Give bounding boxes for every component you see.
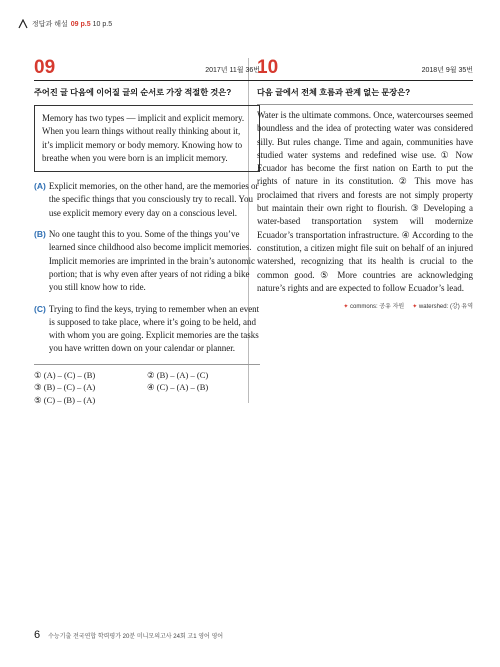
question-number: 09: [34, 57, 56, 78]
page-ref-10: 10 p.5: [92, 20, 113, 28]
paragraph-text: No one taught this to you. Some of the things you’ve learned since childhood also become implicit memories. Implicit memories are imprinted in the brain’s autonomic portion; that is why even after years of not riding a bike you still know how to ride.: [48, 229, 256, 293]
vocab-item: ✦ commons: 공유 자원: [343, 304, 405, 311]
question-09-header: [34, 58, 260, 81]
page-ref-09: 09 p.5: [70, 20, 91, 28]
question-prompt: 다음 글에서 전체 흐름과 관계 없는 문장은?: [257, 88, 411, 97]
choice-2[interactable]: ② (B) – (A) – (C): [147, 369, 209, 380]
paragraph-label: (A): [34, 181, 46, 192]
paragraph-label: (C): [34, 303, 46, 314]
question-10: [257, 58, 473, 310]
question-09: [34, 58, 260, 406]
reading-passage: Water is the ultimate commons. Once, watercourses seemed boundless and the idea of protecting water was considered silly. But rules change. Time and again, communities have studied water systems and redefined wise use. ① Now Ecuador has become the first nation on Earth to put the rights of nature in its constitution. ② This move has proclaimed that rivers and forests are not simply property but maintain their own right to flourish. ③ Developing a water-based transportation system will modernize Ecuador’s transportation infrastructure. ④ According to the constitution, a citizen might file suit on behalf of an injured watershed, recognizing that its health is crucial to the common good. ⑤ More countries are acknowledging nature’s rights and are expected to follow Ecuador’s lead.: [257, 104, 473, 295]
question-source: 2018년 9월 35번: [421, 67, 473, 74]
choices-divider: [34, 364, 260, 365]
given-text-box: Memory has two types — implicit and explicit memory. When you learn things without really thinking about it, it’s implicit memory or body memory. Knowing how to breathe when you were born is an implicit memory.: [34, 105, 260, 172]
footer-text: 수능기출 전국연합 학력평가 20분 미니모의고사 24회 고1 영어 영어: [48, 633, 224, 640]
paragraph-c: [34, 303, 260, 356]
page-header: [18, 16, 112, 32]
page-footer: [34, 629, 223, 641]
choice-3[interactable]: ③ (B) – (C) – (A): [34, 382, 96, 393]
paragraph-a: [34, 180, 260, 220]
vocab-item: ✦ watershed: (강) 유역: [412, 304, 473, 311]
paragraph-text: Trying to find the keys, trying to remember when an event is supposed to take place, where it’s going to be held, and with whom you are going. Explicit memories are the tasks you have written down on your calendar or planner.: [48, 303, 260, 354]
paragraph-text: Explicit memories, on the other hand, are the memories or the specific things that you consciously try to recall. You use explicit memory every day on a conscious level.: [48, 181, 259, 218]
question-prompt: 주어진 글 다음에 이어질 글의 순서로 가장 적절한 것은?: [34, 88, 232, 97]
choice-4[interactable]: ④ (C) – (A) – (B): [147, 382, 209, 393]
paragraph-label: (B): [34, 229, 46, 240]
vocabulary-notes: [257, 301, 473, 310]
answer-label: 정답과 해설: [32, 21, 68, 28]
question-number: 10: [257, 57, 279, 78]
paragraph-b: [34, 228, 260, 294]
question-10-header: [257, 58, 473, 81]
question-source: 2017년 11월 36번: [205, 67, 260, 74]
choice-5[interactable]: ⑤ (C) – (B) – (A): [34, 394, 96, 405]
page-number: 6: [34, 629, 41, 641]
choice-1[interactable]: ① (A) – (C) – (B): [34, 369, 96, 380]
answer-choices: [34, 369, 260, 407]
corner-mark-icon: [18, 19, 28, 29]
